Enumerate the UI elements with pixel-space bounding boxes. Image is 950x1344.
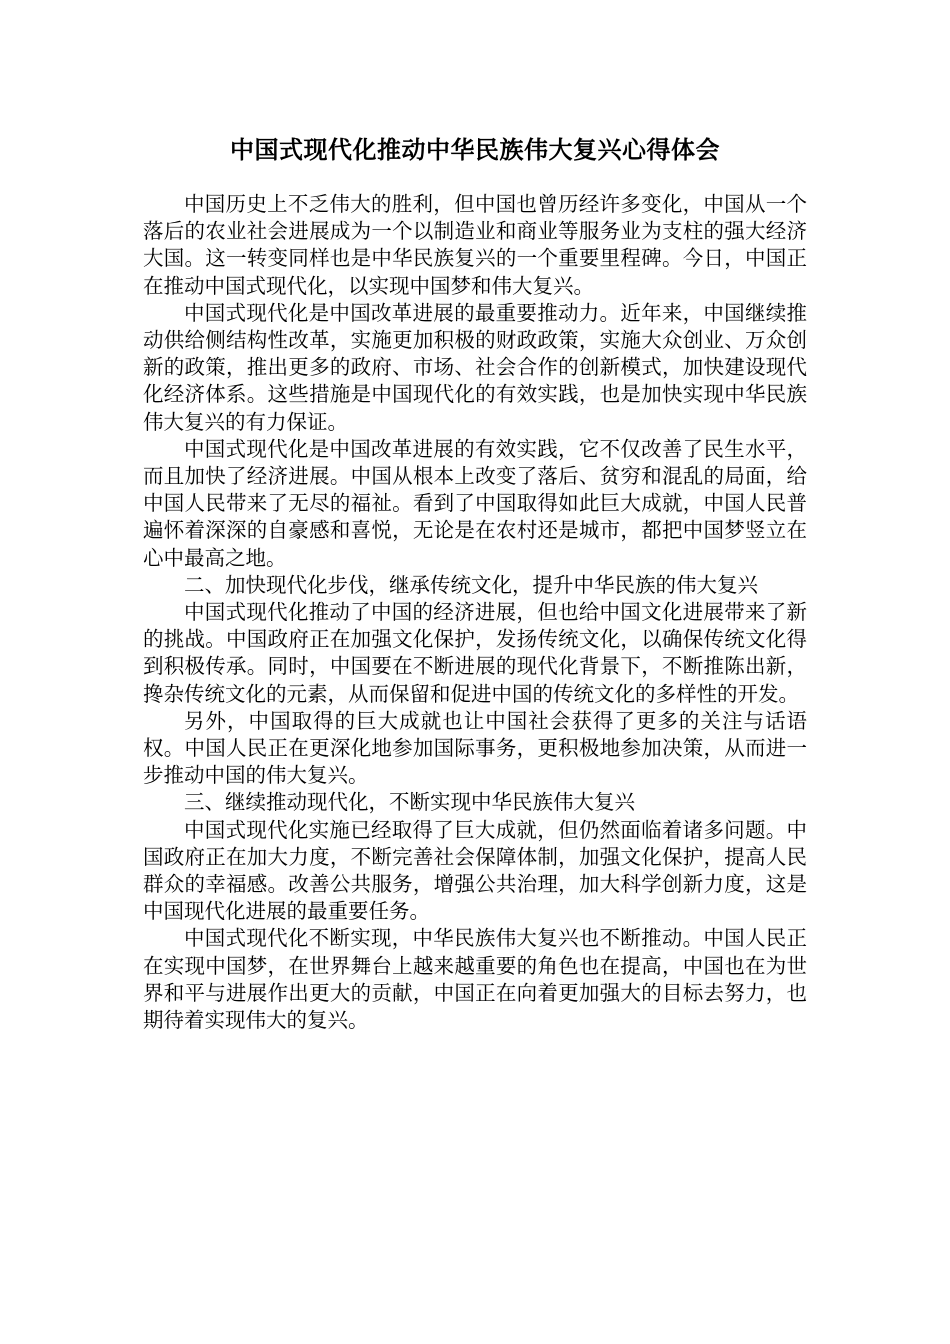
- paragraph: 中国式现代化实施已经取得了巨大成就，但仍然面临着诸多问题。中国政府正在加大力度，不断完善社会保障体制，加强文化保护，提高人民群众的幸福感。改善公共服务，增强公共治理，加大科学创新力度，这是中国现代化进展的最重要任务。: [143, 817, 807, 924]
- paragraph: 中国历史上不乏伟大的胜利，但中国也曾历经许多变化，中国从一个落后的农业社会进展成为一个以制造业和商业等服务业为支柱的强大经济大国。这一转变同样也是中华民族复兴的一个重要里程碑。今日，中国正在推动中国式现代化，以实现中国梦和伟大复兴。: [143, 192, 807, 298]
- section-heading: 三、继续推动现代化，不断实现中华民族伟大复兴: [184, 790, 635, 815]
- document-title: 中国式现代化推动中华民族伟大复兴心得体会: [230, 136, 720, 164]
- document-body: [143, 191, 807, 1034]
- paragraph: 中国式现代化不断实现，中华民族伟大复兴也不断推动。中国人民正在实现中国梦，在世界舞台上越来越重要的角色也在提高，中国也在为世界和平与进展作出更大的贡献，中国正在向着更加强大的目标去努力，也期待着实现伟大的复兴。: [143, 926, 807, 1033]
- section-heading: 二、加快现代化步伐，继承传统文化，提升中华民族的伟大复兴: [184, 572, 758, 597]
- paragraph: 中国式现代化是中国改革进展的有效实践，它不仅改善了民生水平，而且加快了经济进展。中国从根本上改变了落后、贫穷和混乱的局面，给中国人民带来了无尽的福祉。看到了中国取得如此巨大成就，中国人民普遍怀着深深的自豪感和喜悦，无论是在农村还是城市，都把中国梦竖立在心中最高之地。: [143, 436, 807, 570]
- paragraph: 另外，中国取得的巨大成就也让中国社会获得了更多的关注与话语权。中国人民正在更深化地参加国际事务，更积极地参加决策，从而进一步推动中国的伟大复兴。: [143, 708, 807, 788]
- paragraph: 中国式现代化推动了中国的经济进展，但也给中国文化进展带来了新的挑战。中国政府正在加强文化保护，发扬传统文化，以确保传统文化得到积极传承。同时，中国要在不断进展的现代化背景下，不断推陈出新，搀杂传统文化的元素，从而保留和促进中国的传统文化的多样性的开发。: [143, 600, 807, 706]
- paragraph: 中国式现代化是中国改革进展的最重要推动力。近年来，中国继续推动供给侧结构性改革，实施更加积极的财政政策，实施大众创业、万众创新的政策，推出更多的政府、市场、社会合作的创新模式，加快建设现代化经济体系。这些措施是中国现代化的有效实践，也是加快实现中华民族伟大复兴的有力保证。: [143, 300, 807, 434]
